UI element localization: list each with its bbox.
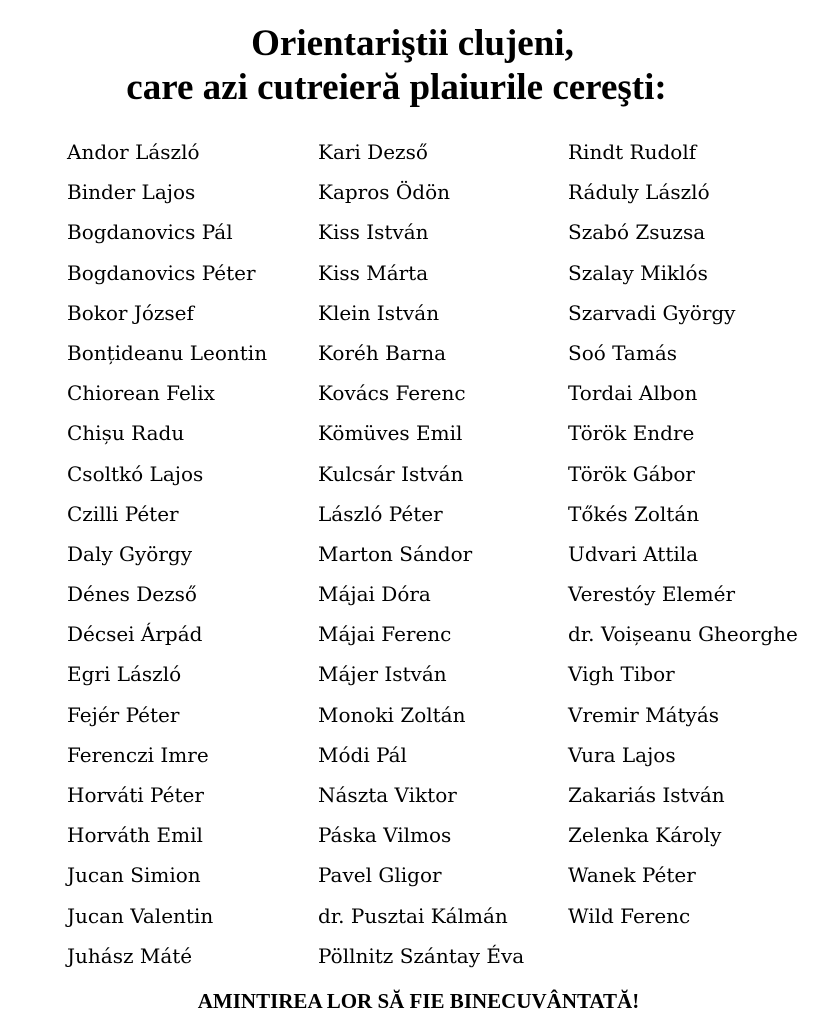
name-item: Juhász Máté xyxy=(67,943,193,968)
name-item: Koréh Barna xyxy=(318,340,447,365)
name-item: Daly György xyxy=(67,541,192,566)
name-item: Pöllnitz Szántay Éva xyxy=(318,943,525,968)
name-item: Monoki Zoltán xyxy=(318,702,466,727)
name-item: Ráduly László xyxy=(568,180,710,205)
name-item: Szalay Miklós xyxy=(568,260,708,285)
name-item: Bogdanovics Pál xyxy=(67,220,233,245)
name-item: dr. Voișeanu Gheorghe xyxy=(568,622,798,647)
name-item: Horváth Emil xyxy=(67,823,203,848)
page-title-line-2: care azi cutreieră plaiurile cereşti: xyxy=(126,67,667,108)
name-item: Klein István xyxy=(318,300,440,325)
name-item: Soó Tamás xyxy=(568,340,678,365)
names-column-1 xyxy=(67,132,267,976)
name-item: Kapros Ödön xyxy=(318,180,451,205)
name-item: Décsei Árpád xyxy=(67,622,203,647)
name-item: Zakariás István xyxy=(568,783,725,807)
name-item: Pavel Gligor xyxy=(318,863,442,888)
names-column-3 xyxy=(568,132,798,936)
name-item: Andor László xyxy=(67,140,200,164)
name-item: Szabó Zsuzsa xyxy=(568,220,706,245)
memorial-footer: AMINTIREA LOR SĂ FIE BINECUVÂNTATĂ! xyxy=(197,989,640,1013)
name-item: Nászta Viktor xyxy=(318,783,457,807)
name-item: Módi Pál xyxy=(318,742,407,767)
page-title-line-1: Orientariştii clujeni, xyxy=(251,23,574,64)
name-item: Bogdanovics Péter xyxy=(67,260,256,285)
name-item: László Péter xyxy=(318,501,443,526)
name-item: Czilli Péter xyxy=(67,501,179,526)
name-item: Páska Vilmos xyxy=(318,823,452,848)
name-item: Bokor József xyxy=(67,300,194,325)
name-item: Kari Dezső xyxy=(318,140,428,164)
name-item: Jucan Valentin xyxy=(67,903,214,928)
name-item: Bonțideanu Leontin xyxy=(67,340,268,365)
name-item: Kovács Ferenc xyxy=(318,381,466,406)
name-item: Wanek Péter xyxy=(568,863,696,888)
name-item: Fejér Péter xyxy=(67,702,180,727)
name-item: Chișu Radu xyxy=(67,421,185,446)
name-item: Zelenka Károly xyxy=(568,823,722,848)
name-item: Szarvadi György xyxy=(568,300,736,325)
name-item: dr. Pusztai Kálmán xyxy=(318,903,508,928)
name-item: Wild Ferenc xyxy=(568,903,691,928)
name-item: Májer István xyxy=(318,662,447,687)
name-item: Verestóy Elemér xyxy=(568,582,736,607)
name-item: Kiss Márta xyxy=(318,260,429,285)
name-item: Jucan Simion xyxy=(67,863,201,888)
name-item: Májai Dóra xyxy=(318,582,431,607)
name-item: Horváti Péter xyxy=(67,783,204,807)
name-item: Török Gábor xyxy=(568,461,695,486)
name-item: Kiss István xyxy=(318,220,429,245)
name-item: Vremir Mátyás xyxy=(568,702,720,727)
names-column-2 xyxy=(318,132,524,976)
name-item: Kömüves Emil xyxy=(318,421,463,446)
name-item: Ferenczi Imre xyxy=(67,742,209,767)
name-item: Csoltkó Lajos xyxy=(67,461,204,486)
name-item: Udvari Attila xyxy=(568,541,699,566)
name-item: Vigh Tibor xyxy=(568,662,675,687)
name-item: Egri László xyxy=(67,662,182,687)
name-item: Török Endre xyxy=(568,421,695,446)
name-item: Rindt Rudolf xyxy=(568,140,697,164)
name-item: Binder Lajos xyxy=(67,180,196,205)
name-item: Tőkés Zoltán xyxy=(568,501,700,526)
name-item: Tordai Albon xyxy=(568,381,698,406)
name-item: Chiorean Felix xyxy=(67,381,215,406)
name-item: Marton Sándor xyxy=(318,541,473,566)
name-item: Vura Lajos xyxy=(568,742,676,767)
name-item: Májai Ferenc xyxy=(318,622,452,647)
name-item: Kulcsár István xyxy=(318,461,464,486)
name-item: Dénes Dezső xyxy=(67,582,197,607)
